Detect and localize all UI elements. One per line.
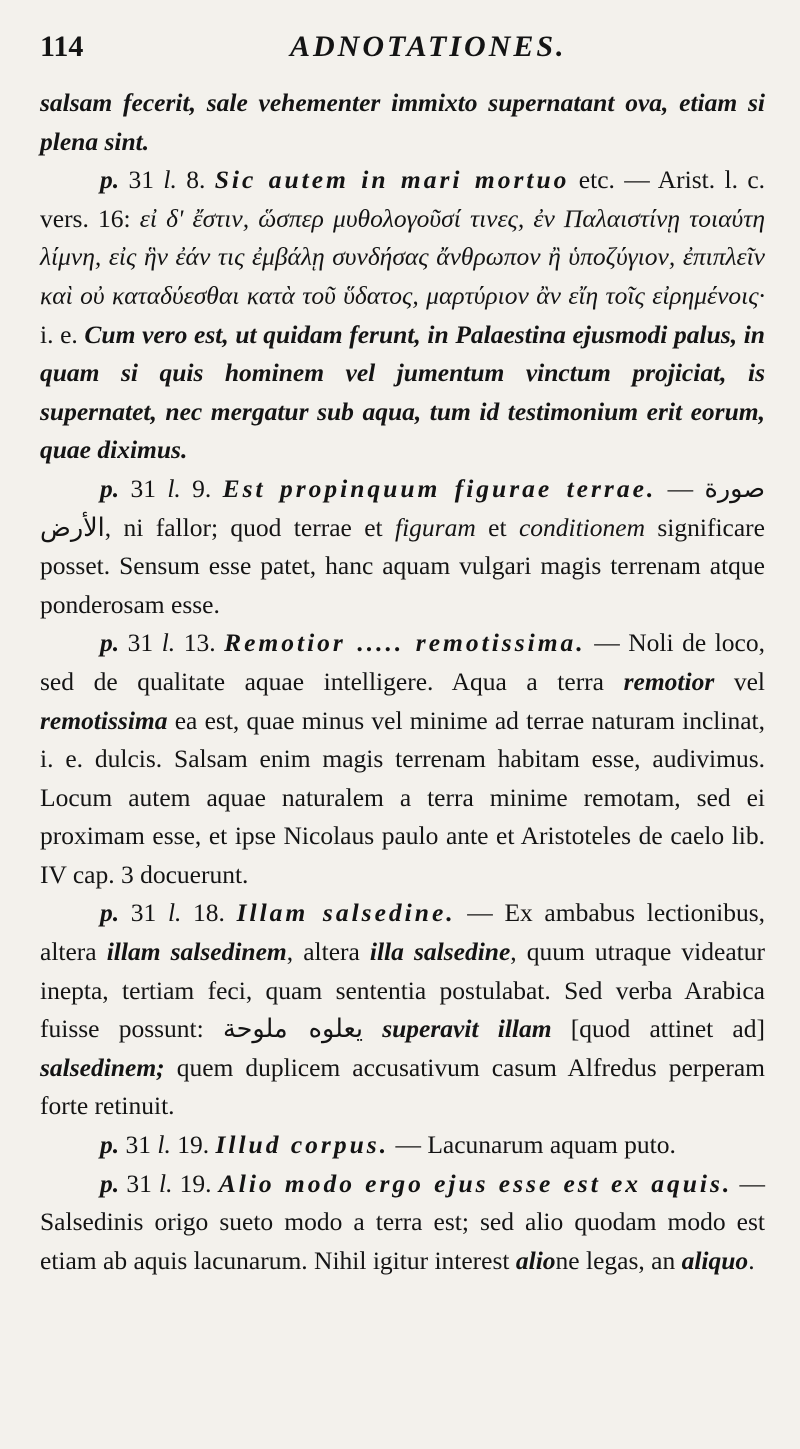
text-run: superavit illam [382,1014,552,1044]
text-run: Cum vero est, ut quidam ferunt, in Palaestina ejusmodi palus, in quam si quis hominem vel jumentum vinctum projiciat, is supernatet, nec mergatur sub aqua, tum id testimonium erit eorum, quae diximus. [40,319,765,465]
text-run: , altera [286,937,370,967]
text-run: 31 [119,628,162,658]
text-run: p. [100,165,120,195]
text-run: p. [100,1168,120,1198]
text-run: 8. [176,165,215,195]
text-run: — [656,473,705,503]
text-run: salsam fecerit, sale vehementer immixto supernatant ova, etiam si plena sint. [40,88,765,156]
text-run: — Ex ambabus lectionibus, altera [40,898,766,967]
text-run: ea est, quae minus vel minime ad terrae naturam inclinat, i. e. dulcis. Salsam enim magis terrenam habitam esse, audivimus. Locum autem aquae naturalem a terra minime remotam, sed ei proximam esse, et ipse Nicolaus paulo ante et Aristoteles de caelo lib. IV cap. 3 docuerunt. [40,705,765,889]
text-run: 18. [181,898,237,928]
text-run: p. [100,1130,120,1160]
annotation-body [40,84,765,1280]
text-run: 9. [180,473,223,503]
text-run [363,1014,382,1043]
text-run: 31 [119,473,168,503]
annotation-paragraph [40,624,765,894]
text-run: p. [100,898,120,928]
running-title: ADNOTATIONES. [290,30,567,63]
text-run: 13. [175,628,225,658]
greek-quote: εἰ δ' ἔστιν, ὥσπερ μυθολογοῦσί τινες, ἐν Παλαιστίνῃ τοιαύτη λίμνη, εἰς ἣν ἐάν τις ἐμβάλῃ συνδήσας ἄνθρωπον ἢ ὑποζύγιον, ἐπιπλεῖν καὶ οὐ καταδύεσθαι κατὰ τοῦ ὕδατος, μαρτύριον ἂν εἴη τοῖς εἰρημένοις· [40,203,765,310]
text-run: salsedinem; [40,1052,165,1082]
text-run: l. [163,165,177,195]
text-run: illam salsedinem [106,937,287,967]
text-run: etc. — Arist. l. c. vers. 16: [40,165,766,233]
text-run: l. [157,1130,171,1160]
text-run: vel [714,666,766,696]
text-run: quem duplicem accusativum casum Alfredus perperam forte retinuit. [40,1052,765,1121]
text-run: l. [161,628,176,658]
text-run: 31 [119,1168,160,1198]
text-run: illa salsedine [369,937,511,967]
annotation-paragraph [40,894,765,1126]
text-run: l. [167,898,182,928]
text-run: 31 [119,1130,158,1160]
annotation-paragraph [40,470,765,624]
text-run: l. [167,473,181,503]
annotation-paragraph [40,84,765,161]
text-run: — Lacunarum aquam puto. [389,1130,676,1160]
text-run: Alio modo ergo ejus esse est ex aquis. [218,1168,733,1198]
text-run: Sic autem in mari mortuo [214,165,570,195]
text-run: p. [100,473,120,503]
text-run: figuram [395,512,476,542]
text-run: , quum utraque videatur inepta, tertiam feci, quam sententia postulabat. Sed verba Arabica fuisse possunt: [40,937,765,1044]
text-run: alio [515,1245,556,1275]
text-run: significare posset. Sensum esse patet, hanc aquam vulgari magis terrenam atque ponderosam esse. [40,512,765,619]
text-run: et [475,512,519,542]
annotation-paragraph [40,1126,765,1165]
text-run: 19. [170,1130,216,1160]
annotation-paragraph [40,1165,765,1281]
text-run: aliquo [681,1245,749,1275]
text-run: 19. [172,1168,219,1198]
text-run: ne legas, an [555,1245,682,1275]
text-run: 31 [119,165,164,195]
text-run: Est propinquum figurae terrae. [222,473,657,503]
annotation-paragraph [40,161,765,470]
page-header [40,30,760,70]
text-run: Remotior ..... remotissima. [224,628,586,658]
text-run: remotissima [40,705,168,735]
text-run: i. e. [40,319,85,349]
text-run: 31 [119,898,168,928]
text-run: p. [100,628,120,658]
text-run: , ni fallor; quod terrae et [104,512,395,542]
arabic-text: يعلوه ملوحة [222,1014,363,1045]
text-run: Illam salsedine. [236,898,456,928]
page-number: 114 [40,30,84,63]
text-run: . [748,1245,755,1275]
text-run: conditionem [518,512,645,542]
text-run: l. [159,1168,173,1198]
text-run: — Salsedinis origo sueto modo a terra est; sed alio quodam modo est etiam ab aquis lacunarum. Nihil igitur interest [40,1168,766,1275]
text-run: [quod attinet ad] [551,1014,765,1044]
text-run: Illud corpus. [215,1130,390,1160]
text-run: — Noli de loco, sed de qualitate aquae intelligere. Aqua a terra [40,628,765,696]
arabic-text: صورة الأرض [40,473,765,543]
text-run: remotior [623,666,715,696]
